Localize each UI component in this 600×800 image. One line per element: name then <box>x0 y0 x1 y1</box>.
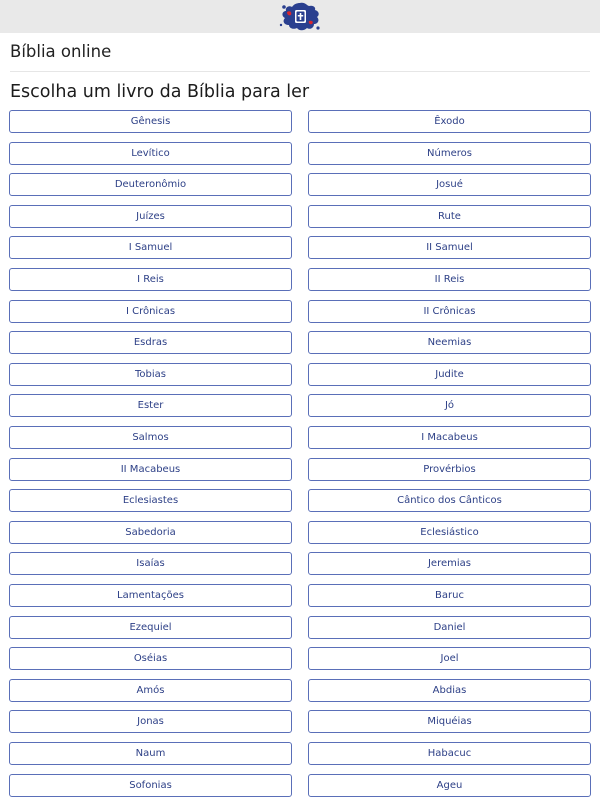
book-button[interactable]: Ezequiel <box>9 616 292 639</box>
book-button[interactable]: Josué <box>308 173 591 196</box>
book-button[interactable]: Ageu <box>308 774 591 797</box>
book-button[interactable]: I Samuel <box>9 236 292 259</box>
book-button[interactable]: Gênesis <box>9 110 292 133</box>
book-button[interactable]: Ester <box>9 394 292 417</box>
book-button[interactable]: Sabedoria <box>9 521 292 544</box>
book-button[interactable]: Levítico <box>9 142 292 165</box>
book-button[interactable]: Eclesiástico <box>308 521 591 544</box>
book-button[interactable]: Miquéias <box>308 710 591 733</box>
book-button[interactable]: II Crônicas <box>308 300 591 323</box>
book-button[interactable]: I Reis <box>9 268 292 291</box>
book-button[interactable]: Jeremias <box>308 552 591 575</box>
book-button[interactable]: Baruc <box>308 584 591 607</box>
book-button[interactable]: Números <box>308 142 591 165</box>
book-button[interactable]: Eclesiastes <box>9 489 292 512</box>
book-button[interactable]: Isaías <box>9 552 292 575</box>
book-button[interactable]: Jó <box>308 394 591 417</box>
site-title[interactable]: Bíblia online <box>10 42 112 61</box>
page-heading: Escolha um livro da Bíblia para ler <box>10 82 310 102</box>
book-button[interactable]: Habacuc <box>308 742 591 765</box>
book-button[interactable]: Joel <box>308 647 591 670</box>
book-button[interactable]: Cântico dos Cânticos <box>308 489 591 512</box>
book-button[interactable]: Sofonias <box>9 774 292 797</box>
book-button[interactable]: Neemias <box>308 331 591 354</box>
book-button[interactable]: Oséias <box>9 647 292 670</box>
book-button[interactable]: Judite <box>308 363 591 386</box>
book-button[interactable]: I Crônicas <box>9 300 292 323</box>
book-button[interactable]: I Macabeus <box>308 426 591 449</box>
book-button[interactable]: Juízes <box>9 205 292 228</box>
book-button[interactable]: Provérbios <box>308 458 591 481</box>
book-button[interactable]: Amós <box>9 679 292 702</box>
book-button[interactable]: Esdras <box>9 331 292 354</box>
book-button[interactable]: Tobias <box>9 363 292 386</box>
book-button[interactable]: Rute <box>308 205 591 228</box>
book-button[interactable]: Lamentações <box>9 584 292 607</box>
book-button[interactable]: Salmos <box>9 426 292 449</box>
book-button[interactable]: Naum <box>9 742 292 765</box>
book-button[interactable]: Abdias <box>308 679 591 702</box>
book-button[interactable]: Êxodo <box>308 110 591 133</box>
book-button[interactable]: II Macabeus <box>9 458 292 481</box>
book-button[interactable]: Deuteronômio <box>9 173 292 196</box>
book-button[interactable]: Daniel <box>308 616 591 639</box>
book-button[interactable]: II Samuel <box>308 236 591 259</box>
book-button[interactable]: Jonas <box>9 710 292 733</box>
book-button[interactable]: II Reis <box>308 268 591 291</box>
